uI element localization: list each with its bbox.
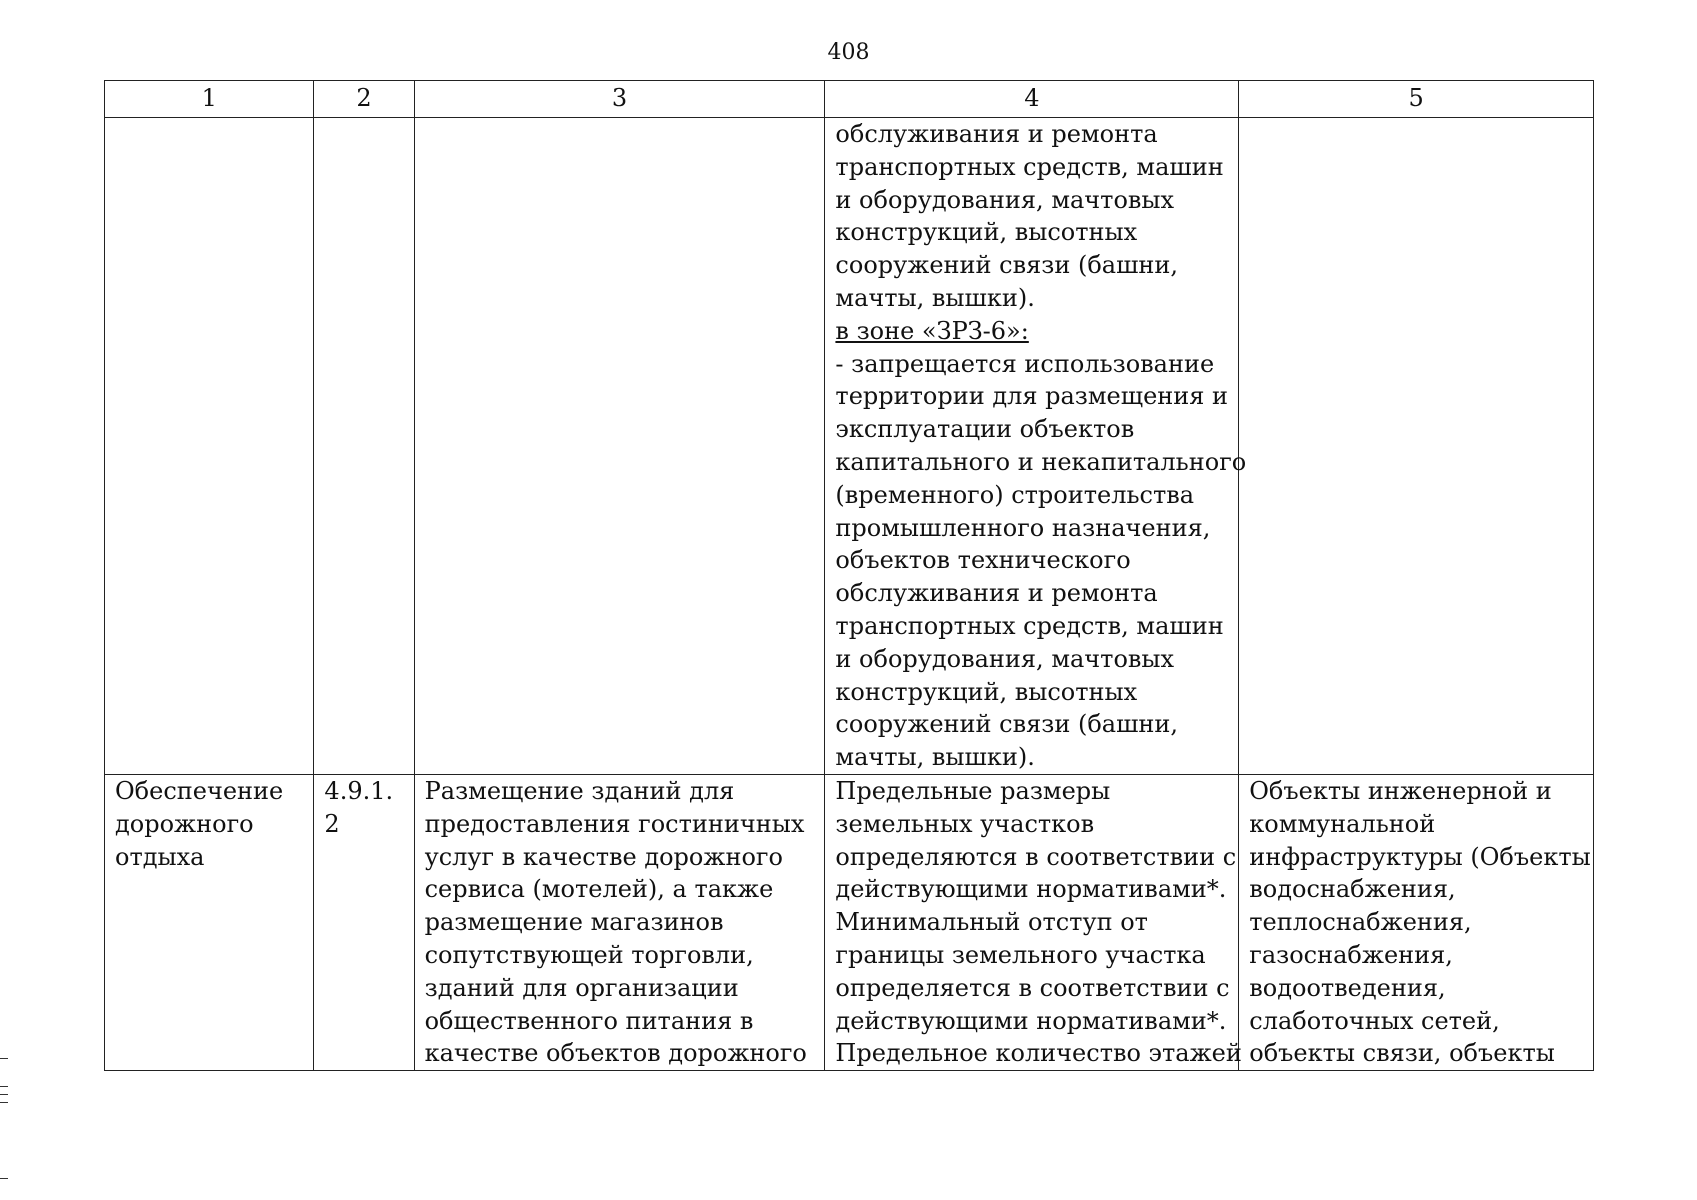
column-header-4: 4: [825, 81, 1239, 118]
cell-description: [414, 118, 825, 775]
text-line: Объекты инженерной и: [1249, 776, 1552, 805]
parameters-text-b: [835, 348, 1247, 774]
text-line: размещение магазинов: [424, 908, 724, 937]
text-line: Предельное количество этажей: [835, 1039, 1242, 1068]
text-line: сооружений связи (башни,: [835, 710, 1179, 739]
cell-code: [314, 774, 414, 1070]
table-row-continuation: [105, 118, 1594, 775]
text-line: отдыха: [115, 842, 205, 871]
text-line: определяются в соответствии с: [835, 842, 1237, 871]
table-header-row: [105, 81, 1594, 118]
text-line: объекты связи, объекты: [1249, 1039, 1555, 1068]
text-line: Предельные размеры: [835, 776, 1111, 805]
scan-mark: [0, 1058, 8, 1059]
text-line: сопутствующей торговли,: [424, 940, 754, 969]
text-line: земельных участков: [835, 809, 1095, 838]
cell-parameters: [825, 774, 1242, 1070]
text-line: границы земельного участка: [835, 940, 1206, 969]
scan-mark: [0, 1178, 8, 1179]
cell-auxiliary: [1239, 118, 1594, 775]
text-line: 2: [324, 809, 340, 838]
text-line: теплоснабжения,: [1249, 908, 1472, 937]
text-line: коммунальной: [1249, 809, 1436, 838]
parameters-text-a: [835, 118, 1228, 315]
text-line: качестве объектов дорожного: [424, 1039, 807, 1068]
text-line: обслуживания и ремонта: [835, 579, 1158, 608]
text-line: 4.9.1.: [324, 776, 394, 805]
text-line: конструкций, высотных: [835, 218, 1138, 247]
text-line: транспортных средств, машин: [835, 152, 1224, 181]
text-line: газоснабжения,: [1249, 940, 1453, 969]
zone-heading: в зоне «ЗРЗ-6»:: [835, 316, 1029, 345]
page-number: 408: [827, 40, 870, 65]
text-line: Размещение зданий для: [424, 776, 735, 805]
scan-mark: [0, 1094, 8, 1095]
text-line: конструкций, высотных: [835, 677, 1138, 706]
text-line: дорожного: [115, 809, 254, 838]
cell-description: [414, 774, 825, 1070]
text-line: и оборудования, мачтовых: [835, 185, 1175, 214]
text-line: водоотведения,: [1249, 973, 1446, 1002]
text-line: определяется в соответствии с: [835, 973, 1230, 1002]
cell-use-type: [105, 118, 314, 775]
column-header-3: 3: [414, 81, 825, 118]
text-line: транспортных средств, машин: [835, 611, 1224, 640]
text-line: зданий для организации: [424, 973, 739, 1002]
text-line: водоснабжения,: [1249, 875, 1456, 904]
text-line: мачты, вышки).: [835, 743, 1035, 772]
column-header-1: 1: [105, 81, 314, 118]
text-line: капитального и некапитального: [835, 447, 1247, 476]
column-header-2: 2: [314, 81, 414, 118]
text-line: действующими нормативами*.: [835, 875, 1227, 904]
text-line: сооружений связи (башни,: [835, 251, 1179, 280]
text-line: услуг в качестве дорожного: [424, 842, 783, 871]
text-line: Минимальный отступ от: [835, 908, 1148, 937]
text-line: территории для размещения и: [835, 382, 1229, 411]
cell-use-type: [105, 774, 314, 1070]
regulations-table: [104, 80, 1594, 1071]
text-line: (временного) строительства: [835, 480, 1195, 509]
scan-mark: [0, 1102, 8, 1103]
cell-code: [314, 118, 414, 775]
cell-parameters: [825, 118, 1247, 775]
text-line: и оборудования, мачтовых: [835, 644, 1175, 673]
text-line: действующими нормативами*.: [835, 1006, 1227, 1035]
text-line: предоставления гостиничных: [424, 809, 805, 838]
table-row: [105, 774, 1594, 1070]
text-line: Обеспечение: [115, 776, 284, 805]
text-line: слаботочных сетей,: [1249, 1006, 1500, 1035]
text-line: сервиса (мотелей), а также: [424, 875, 774, 904]
text-line: промышленного назначения,: [835, 513, 1211, 542]
scan-mark: [0, 1086, 8, 1087]
text-line: общественного питания в: [424, 1006, 754, 1035]
text-line: инфраструктуры (Объекты: [1249, 842, 1591, 871]
text-line: обслуживания и ремонта: [835, 120, 1158, 148]
text-line: мачты, вышки).: [835, 283, 1035, 312]
text-line: - запрещается использование: [835, 349, 1215, 378]
cell-auxiliary: [1239, 774, 1594, 1070]
text-line: эксплуатации объектов: [835, 415, 1135, 444]
text-line: объектов технического: [835, 546, 1131, 575]
column-header-5: 5: [1239, 81, 1594, 118]
